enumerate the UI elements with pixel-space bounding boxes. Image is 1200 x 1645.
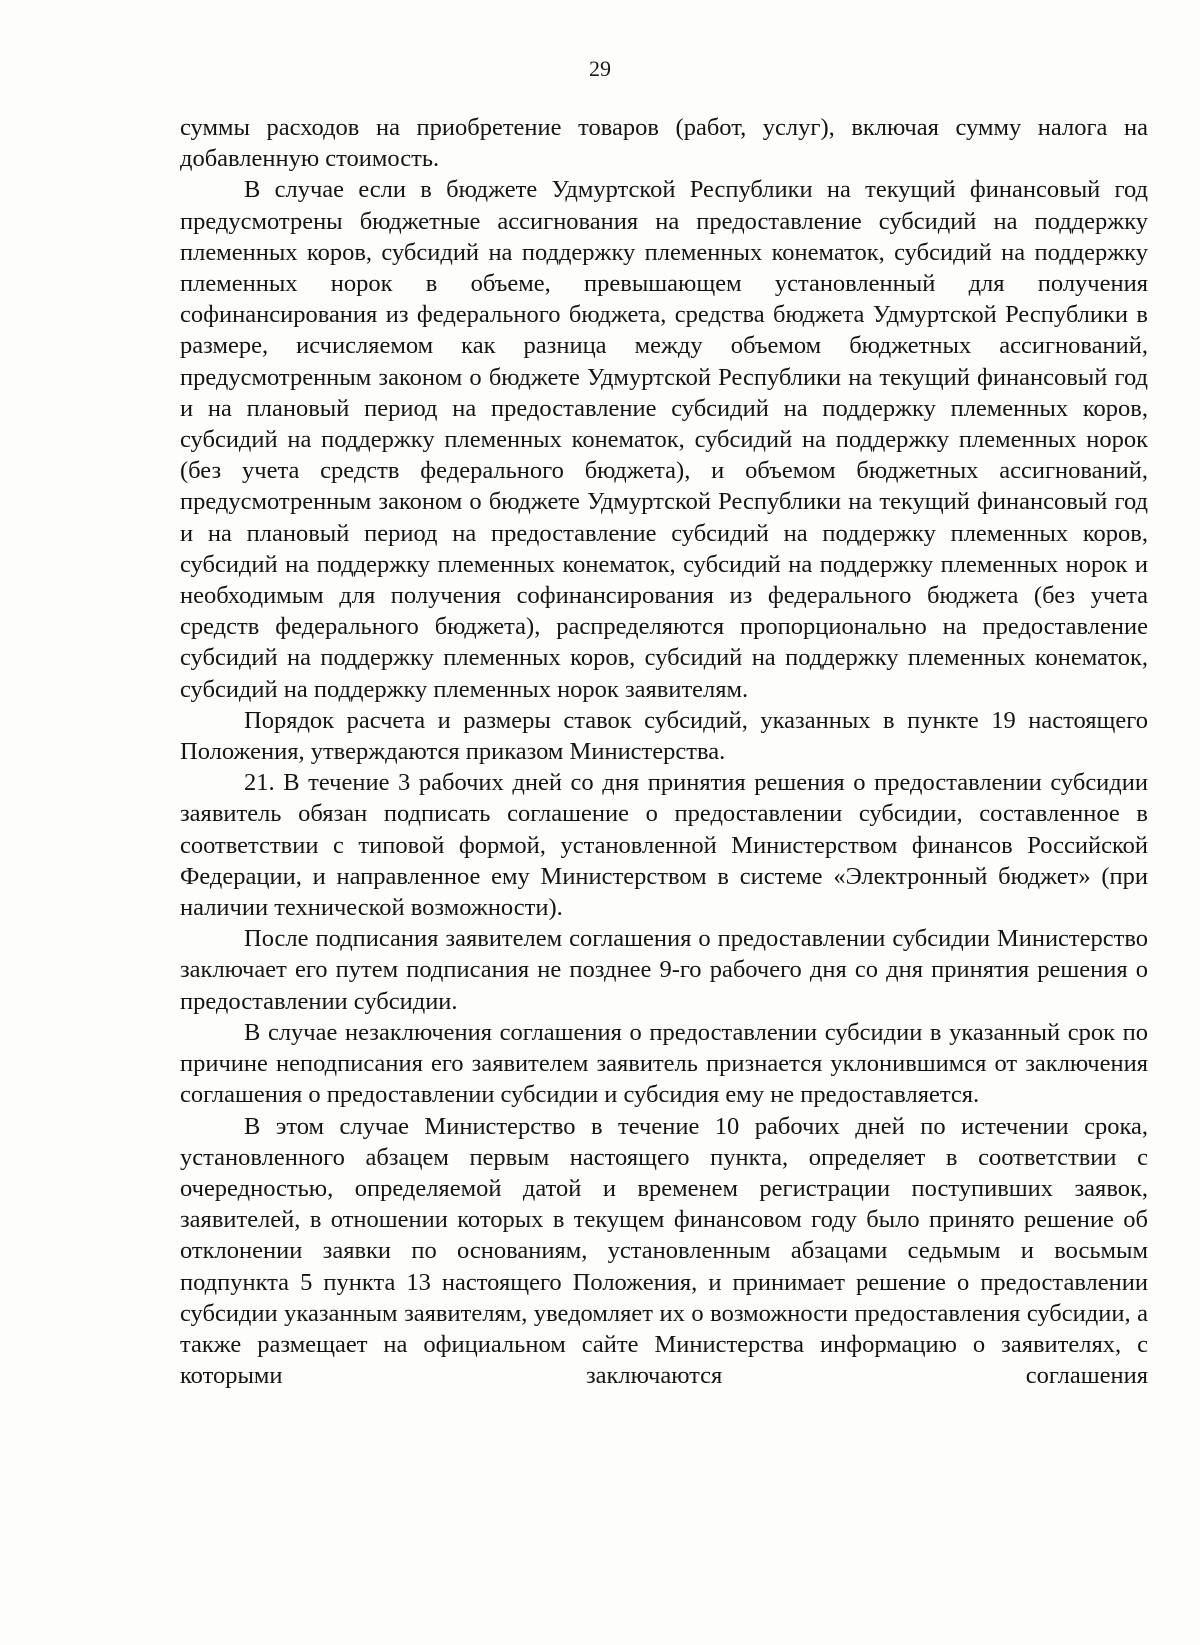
paragraph-item-21: 21. В течение 3 рабочих дней со дня принятия решения о предоставлении субсидии заявитель обязан подписать соглашение о предоставлении субсидии, составленное в соответствии с типовой формой, установленной Министерством финансов Российской Федерации, и направленное ему Министерством в системе «Электронный бюджет» (при наличии технической возможности). <box>180 769 1148 922</box>
paragraph-budget-allocation: В случае если в бюджете Удмуртской Республики на текущий финансовый год предусмотрены бюджетные ассигнования на предоставление субсидий на поддержку племенных коров, субсидий на поддержку племенных конематок, субсидий на поддержку племенных норок в объеме, превышающем установленный для получения софинансирования из федерального бюджета, средства бюджета Удмуртской Республики в размере, исчисляемом как разница между объемом бюджетных ассигнований, предусмотренным законом о бюджете Удмуртской Республики на текущий финансовый год и на плановый период на предоставление субсидий на поддержку племенных коров, субсидий на поддержку племенных конематок, субсидий на поддержку племенных норок (без учета средств федерального бюджета), и объемом бюджетных ассигнований, предусмотренным законом о бюджете Удмуртской Республики на текущий финансовый год и на плановый период на предоставление субсидий на поддержку племенных коров, субсидий на поддержку племенных конематок, субсидий на поддержку племенных норок и необходимым для получения софинансирования из федерального бюджета (без учета средств федерального бюджета), распределяются пропорционально на предоставление субсидий на поддержку племенных коров, субсидий на поддержку племенных конематок, субсидий на поддержку племенных норок заявителям. <box>180 176 1148 703</box>
paragraph-agreement-signing: После подписания заявителем соглашения о предоставлении субсидии Министерство заключает его путем подписания не позднее 9-го рабочего дня со дня принятия решения о предоставлении субсидии. <box>180 925 1148 1015</box>
paragraph-ministry-decision: В этом случае Министерство в течение 10 рабочих дней по истечении срока, установленного абзацем первым настоящего пункта, определяет в соответствии с очередностью, определяемой датой и временем регистрации поступивших заявок, заявителей, в отношении которых в текущем финансовом году было принято решение об отклонении заявки по основаниям, установленным абзацами седьмым и восьмым подпункта 5 пункта 13 настоящего Положения, и принимает решение о предоставлении субсидии указанным заявителям, уведомляет их о возможности предоставления субсидии, а также размещает на официальном сайте Министерства информацию о заявителях, с которыми заключаются соглашения <box>180 1112 1148 1390</box>
page-number: 29 <box>589 56 611 81</box>
paragraph-continuation: суммы расходов на приобретение товаров (работ, услуг), включая сумму налога на добавленную стоимость. <box>180 114 1148 173</box>
paragraph-rates-order: Порядок расчета и размеры ставок субсидий, указанных в пункте 19 настоящего Положения, утверждаются приказом Министерства. <box>180 706 1148 766</box>
paragraph-non-conclusion: В случае незаключения соглашения о предоставлении субсидии в указанный срок по причине неподписания его заявителем заявитель признается уклонившимся от заключения соглашения о предоставлении субсидии и субсидия ему не предоставляется. <box>180 1018 1148 1109</box>
document-body <box>180 112 1148 1391</box>
